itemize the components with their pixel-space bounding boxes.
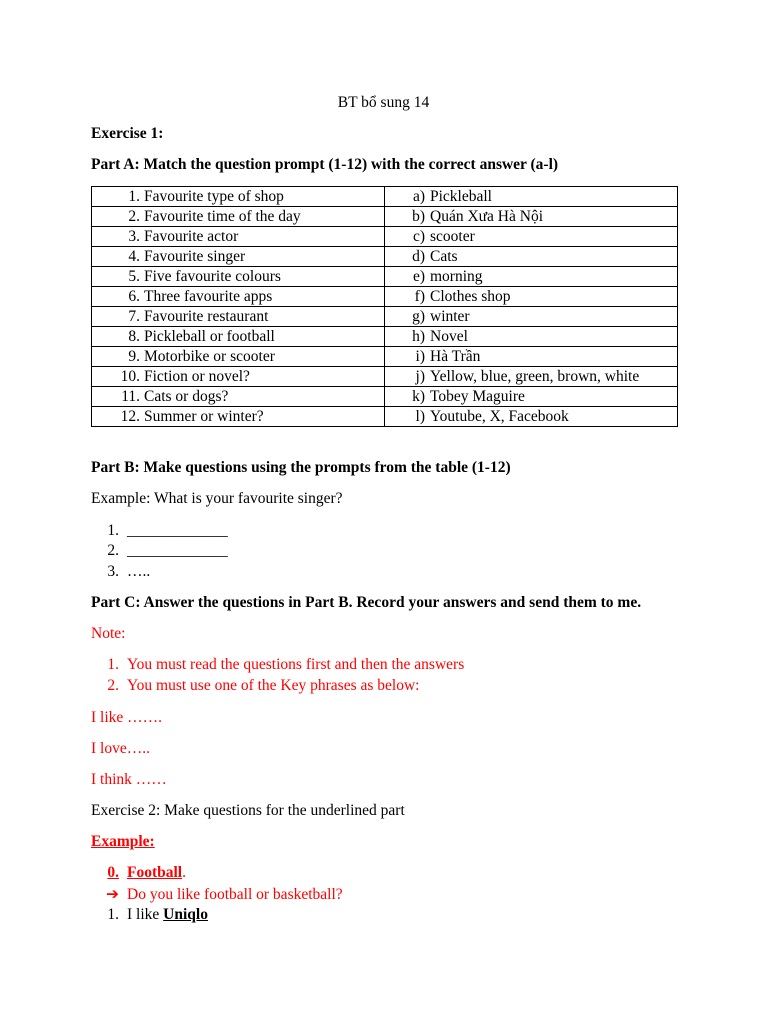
- answer-cell: [385, 367, 678, 387]
- answer-cell: [385, 267, 678, 287]
- answer-text: Clothes shop: [430, 288, 511, 305]
- answer-letter: d): [412, 248, 425, 265]
- table-row: [92, 307, 678, 327]
- document-title: BT bổ sung 14: [337, 94, 430, 111]
- answer-letter: b): [412, 208, 425, 225]
- partC-heading: Part C: Answer the questions in Part B. Record your answers and send them to me.: [91, 594, 642, 611]
- answer-text: Youtube, X, Facebook: [430, 408, 569, 425]
- answer-cell: [385, 247, 678, 267]
- prompt-number: 10.: [120, 368, 140, 385]
- answer-blank: …..: [127, 563, 151, 580]
- answer-text: Hà Trần: [430, 348, 481, 365]
- prompt-text: Pickleball or football: [144, 328, 275, 345]
- answer-blank: _____________: [127, 542, 228, 559]
- answer-text: Novel: [430, 328, 468, 345]
- prompt-text: Favourite type of shop: [144, 188, 284, 205]
- answer-cell: [385, 327, 678, 347]
- key-phrase: I love…..: [91, 740, 150, 757]
- prompt-number: 12.: [120, 408, 140, 425]
- prompt-number: 2.: [128, 208, 140, 225]
- prompt-text: Three favourite apps: [144, 288, 273, 305]
- list-number: 3.: [107, 563, 119, 580]
- partB-example: Example: What is your favourite singer?: [91, 490, 343, 507]
- answer-cell: [385, 407, 678, 427]
- prompt-text: Favourite singer: [144, 248, 246, 265]
- note-label: Note:: [91, 625, 126, 642]
- list-number: 1.: [107, 522, 119, 539]
- example-label: Example:: [91, 833, 155, 850]
- answer-letter: g): [412, 308, 425, 325]
- prompt-cell: [92, 387, 385, 407]
- table-row: [92, 187, 678, 207]
- partB-item: [83, 563, 150, 581]
- example-answer: [83, 885, 343, 904]
- prompt-cell: [92, 187, 385, 207]
- answer-letter: i): [415, 348, 425, 365]
- prompt-text: Five favourite colours: [144, 268, 281, 285]
- exercise2-heading: Exercise 2: Make questions for the underlined part: [91, 802, 405, 819]
- prompt-cell: [92, 327, 385, 347]
- answer-letter: c): [412, 228, 425, 245]
- example-answer-text: Do you like football or basketball?: [127, 886, 343, 903]
- answer-blank: _____________: [127, 522, 228, 539]
- prompt-number: 6.: [128, 288, 140, 305]
- prompt-number: 7.: [128, 308, 140, 325]
- table-row: [92, 287, 678, 307]
- exercise1-heading: Exercise 1:: [91, 125, 164, 142]
- table-row: [92, 347, 678, 367]
- ex2-item-underlined: Uniqlo: [163, 906, 208, 923]
- list-number: 1.: [107, 906, 119, 923]
- prompt-cell: [92, 267, 385, 287]
- table-row: [92, 247, 678, 267]
- note-item: [83, 677, 419, 695]
- list-number: 2.: [107, 677, 119, 694]
- note-text: You must use one of the Key phrases as below:: [127, 677, 420, 694]
- prompt-text: Favourite time of the day: [144, 208, 301, 225]
- prompt-cell: [92, 367, 385, 387]
- prompt-text: Favourite restaurant: [144, 308, 269, 325]
- answer-cell: [385, 207, 678, 227]
- list-number: 2.: [107, 542, 119, 559]
- answer-letter: k): [412, 388, 425, 405]
- example-dot: .: [182, 864, 186, 881]
- table-row: [92, 267, 678, 287]
- answer-letter: a): [412, 188, 425, 205]
- answer-cell: [385, 187, 678, 207]
- answer-letter: f): [414, 288, 425, 305]
- prompt-text: Motorbike or scooter: [144, 348, 275, 365]
- answer-cell: [385, 307, 678, 327]
- table-row: [92, 327, 678, 347]
- answer-letter: j): [415, 368, 425, 385]
- prompt-number: 1.: [128, 188, 140, 205]
- example-item: [83, 864, 186, 882]
- partA-heading: Part A: Match the question prompt (1-12) with the correct answer (a-l): [91, 156, 559, 173]
- answer-text: Cats: [430, 248, 458, 265]
- answer-letter: e): [412, 268, 425, 285]
- prompt-cell: [92, 247, 385, 267]
- answer-cell: [385, 387, 678, 407]
- answer-text: Pickleball: [430, 188, 492, 205]
- prompt-number: 4.: [128, 248, 140, 265]
- prompt-number: 11.: [121, 388, 140, 405]
- prompt-text: Fiction or novel?: [144, 368, 250, 385]
- partB-heading: Part B: Make questions using the prompts from the table (1-12): [91, 459, 511, 476]
- table-row: [92, 407, 678, 427]
- answer-cell: [385, 227, 678, 247]
- table-row: [92, 207, 678, 227]
- table-row: [92, 227, 678, 247]
- answer-text: Quán Xưa Hà Nội: [430, 208, 543, 225]
- ex2-item-prefix: I like: [127, 906, 164, 923]
- answer-text: Tobey Maguire: [430, 388, 525, 405]
- prompt-cell: [92, 207, 385, 227]
- key-phrase: I like …….: [91, 709, 163, 726]
- answer-cell: [385, 347, 678, 367]
- list-number: 0.: [107, 864, 119, 881]
- arrow-icon: ➔: [106, 886, 119, 903]
- prompt-text: Summer or winter?: [144, 408, 264, 425]
- answer-text: morning: [430, 268, 483, 285]
- answer-text: winter: [430, 308, 470, 325]
- ex2-item: [83, 906, 208, 924]
- prompt-cell: [92, 227, 385, 247]
- answer-text: scooter: [430, 228, 475, 245]
- prompt-cell: [92, 407, 385, 427]
- prompt-number: 3.: [128, 228, 140, 245]
- table-row: [92, 367, 678, 387]
- note-item: [83, 656, 464, 674]
- key-phrase: I think ……: [91, 771, 167, 788]
- partB-item: [83, 542, 228, 560]
- list-number: 1.: [107, 656, 119, 673]
- partB-item: [83, 522, 228, 540]
- note-text: You must read the questions first and then the answers: [127, 656, 465, 673]
- prompt-number: 9.: [128, 348, 140, 365]
- matching-table: [91, 186, 678, 427]
- prompt-cell: [92, 287, 385, 307]
- answer-cell: [385, 287, 678, 307]
- table-row: [92, 387, 678, 407]
- prompt-text: Favourite actor: [144, 228, 239, 245]
- prompt-cell: [92, 347, 385, 367]
- example-word: Football: [127, 864, 183, 881]
- prompt-cell: [92, 307, 385, 327]
- answer-letter: l): [415, 408, 425, 425]
- prompt-text: Cats or dogs?: [144, 388, 229, 405]
- prompt-number: 5.: [128, 268, 140, 285]
- answer-letter: h): [412, 328, 425, 345]
- prompt-number: 8.: [128, 328, 140, 345]
- answer-text: Yellow, blue, green, brown, white: [430, 368, 640, 385]
